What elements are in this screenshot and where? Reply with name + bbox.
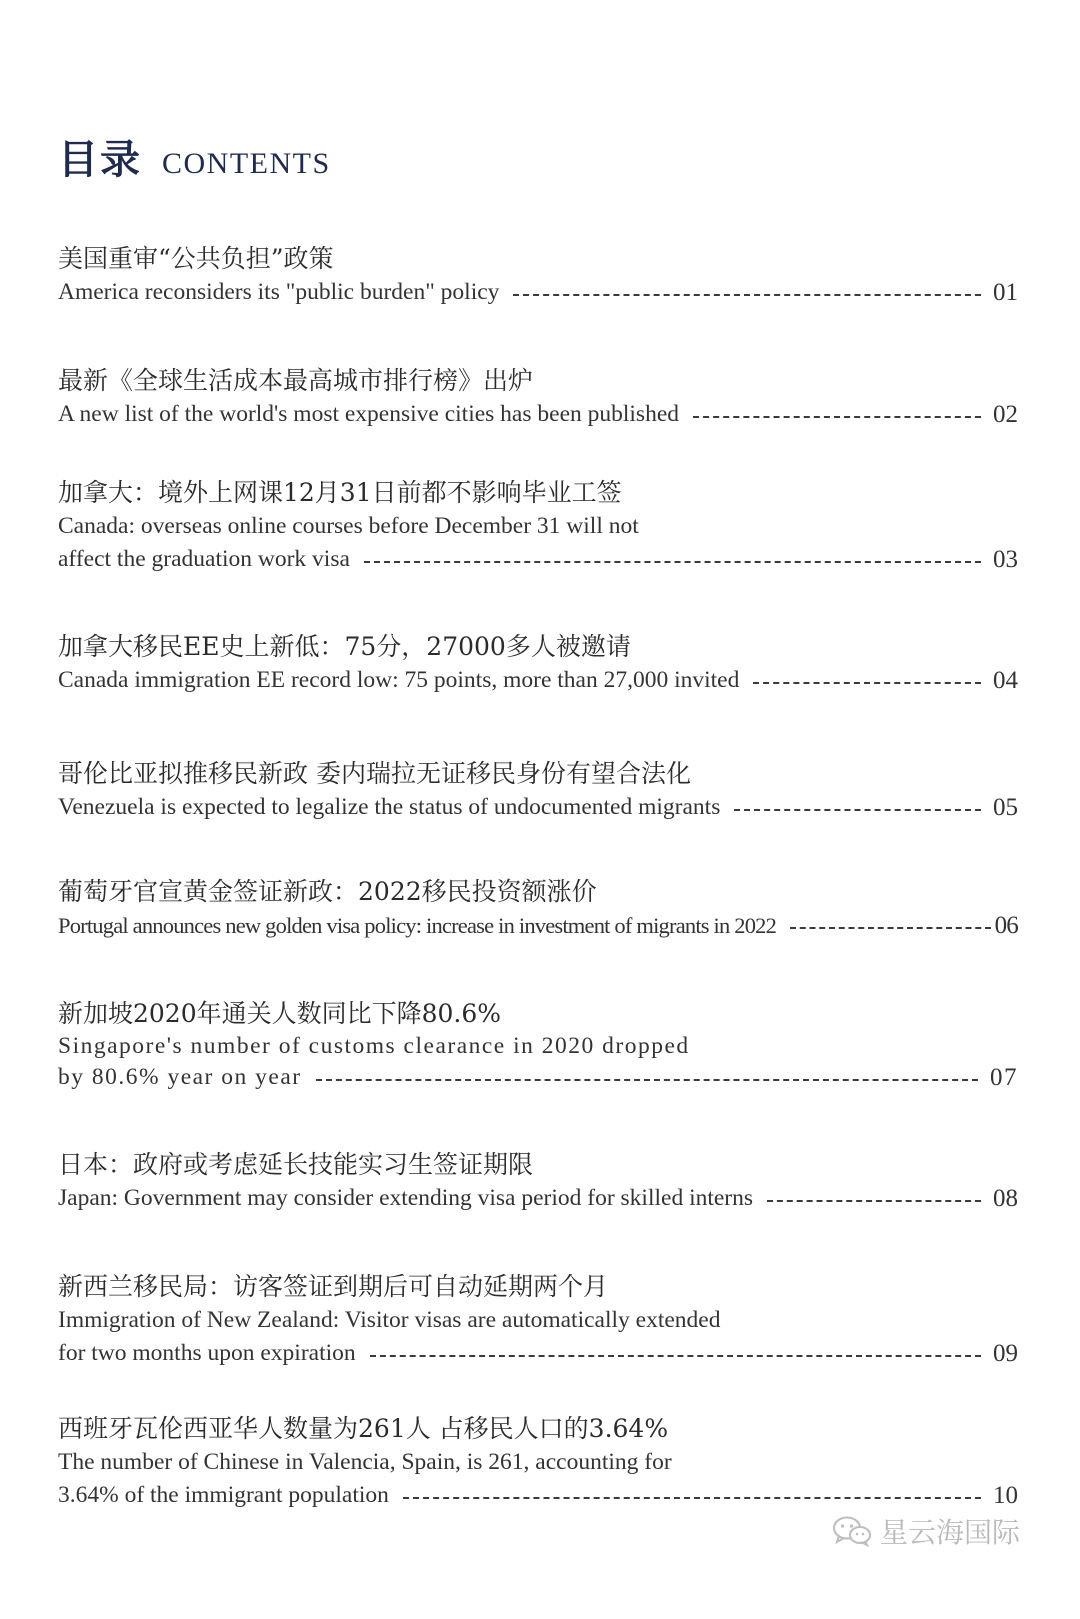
contents-title: [58, 128, 331, 185]
entry-title-en-text: The number of Chinese in Valencia, Spain, is 261, accounting for: [58, 1449, 672, 1475]
entry-title-en-text: Immigration of New Zealand: Visitor visas are automatically extended: [58, 1307, 721, 1333]
page-number: 03: [993, 546, 1018, 573]
page-number: 07: [990, 1064, 1018, 1091]
dotted-leader: [364, 561, 981, 563]
page-number: 01: [993, 279, 1018, 306]
entry-title-cn: 新加坡2020年通关人数同比下降80.6%: [58, 999, 502, 1028]
entry-title-en-text: America reconsiders its "public burden" policy: [58, 279, 500, 305]
entry-title-cn: 加拿大移民EE史上新低：75分，27000多人被邀请: [58, 632, 631, 661]
entry-title-cn: 美国重审“公共负担”政策: [58, 244, 334, 273]
entry-title-cn: 哥伦比亚拟推移民新政 委内瑞拉无证移民身份有望合法化: [58, 759, 691, 788]
wechat-icon: [832, 1515, 872, 1547]
entry-title-en-text: Venezuela is expected to legalize the status of undocumented migrants: [58, 794, 721, 820]
toc-entry[interactable]: [58, 757, 1018, 824]
page-number: 10: [993, 1482, 1018, 1509]
entry-title-en-line: [58, 276, 1018, 309]
entry-title-en-text: A new list of the world's most expensive cities has been published: [58, 401, 680, 427]
page-number: 04: [993, 667, 1018, 694]
toc-entry[interactable]: [58, 242, 1018, 309]
entry-title-en-line: [58, 909, 1018, 942]
dotted-leader: [790, 927, 991, 929]
toc-entry[interactable]: [58, 1270, 1018, 1370]
toc-entry[interactable]: [58, 1412, 1018, 1512]
entry-title-en-line: [58, 398, 1018, 431]
title-chinese: 目录: [58, 137, 142, 183]
page-number: 02: [993, 401, 1018, 428]
entry-title-en-text: by 80.6% year on year: [58, 1064, 302, 1090]
entry-title-en-text: 3.64% of the immigrant population: [58, 1482, 389, 1508]
entry-title-cn: 葡萄牙官宣黄金签证新政：2022移民投资额涨价: [58, 877, 597, 906]
title-english: CONTENTS: [162, 147, 331, 180]
entry-title-en-text: for two months upon expiration: [58, 1340, 356, 1366]
page-number: 05: [993, 794, 1018, 821]
entry-title-en-text: Portugal announces new golden visa policy: increase in investment of migrants in 2022: [58, 913, 777, 938]
dotted-leader: [316, 1079, 978, 1081]
watermark-text: 星云海国际: [879, 1516, 1020, 1549]
entry-title-en-line: [58, 1182, 1018, 1215]
entry-title-cn: 日本：政府或考虑延长技能实习生签证期限: [58, 1150, 534, 1179]
dotted-leader: [753, 682, 981, 684]
entry-title-en-text: Canada: overseas online courses before December 31 will not: [58, 513, 639, 539]
entry-title-en-line: [58, 664, 1018, 697]
entry-title-en-text: Singapore's number of customs clearance in 2020 dropped: [58, 1033, 690, 1059]
entry-title-en-line: [58, 1479, 1018, 1512]
dotted-leader: [370, 1355, 981, 1357]
toc-entry[interactable]: [58, 476, 1018, 576]
dotted-leader: [767, 1200, 981, 1202]
toc-entry[interactable]: [58, 1148, 1018, 1215]
entry-title-en-text: affect the graduation work visa: [58, 546, 350, 572]
toc-entry[interactable]: [58, 630, 1018, 697]
entry-title-cn: 加拿大：境外上网课12月31日前都不影响毕业工签: [58, 478, 622, 507]
dotted-leader: [513, 294, 981, 296]
entry-title-en-line: [58, 791, 1018, 824]
entry-title-cn: 西班牙瓦伦西亚华人数量为261人 占移民人口的3.64%: [58, 1414, 669, 1443]
entry-title-en-text: Canada immigration EE record low: 75 points, more than 27,000 invited: [58, 667, 740, 693]
dotted-leader: [403, 1497, 981, 1499]
toc-entry[interactable]: [58, 875, 1018, 942]
entry-title-en-line: [58, 1062, 1018, 1093]
page-number: 08: [993, 1185, 1018, 1212]
entry-title-en-line: [58, 1337, 1018, 1370]
dotted-leader: [693, 416, 981, 418]
entry-title-cn: 新西兰移民局：访客签证到期后可自动延期两个月: [58, 1272, 609, 1301]
entry-title-cn: 最新《全球生活成本最高城市排行榜》出炉: [58, 366, 534, 395]
page-number: 06: [994, 912, 1018, 939]
entry-title-en-line: [58, 543, 1018, 576]
toc-entry[interactable]: [58, 997, 1018, 1093]
toc-entry[interactable]: [58, 364, 1018, 431]
dotted-leader: [734, 809, 981, 811]
page-number: 09: [993, 1340, 1018, 1367]
watermark: [832, 1511, 1020, 1551]
entry-title-en-text: Japan: Government may consider extending visa period for skilled interns: [58, 1185, 754, 1211]
